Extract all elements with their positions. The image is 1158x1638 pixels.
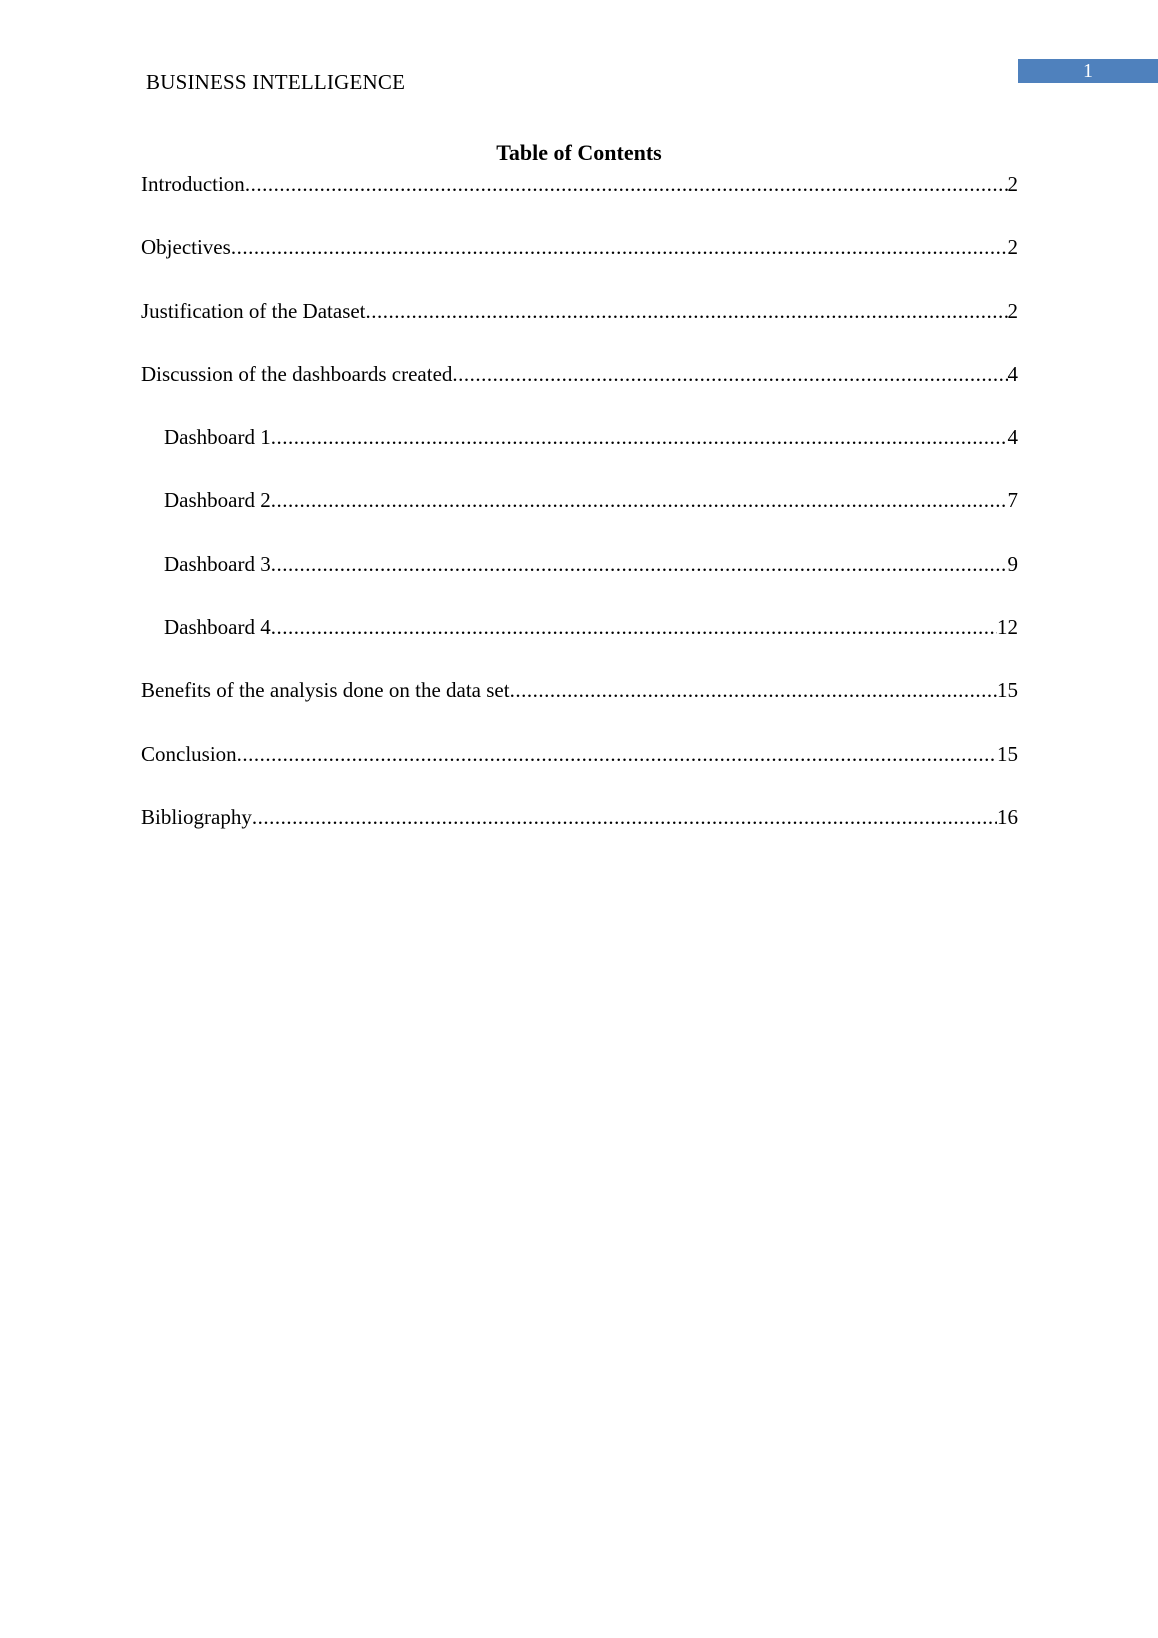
toc-entry-label: Objectives bbox=[141, 235, 231, 260]
running-header-title: BUSINESS INTELLIGENCE bbox=[146, 70, 406, 94]
toc-entry-page: 2 bbox=[1007, 298, 1018, 323]
toc-entry-page: 2 bbox=[1007, 172, 1018, 196]
toc-entry-objectives[interactable] bbox=[141, 231, 1018, 294]
toc-entry-page: 15 bbox=[997, 741, 1018, 766]
toc-dot-leader bbox=[452, 358, 1007, 390]
page-number-badge bbox=[1018, 59, 1158, 83]
toc-entry-dashboard-2[interactable] bbox=[141, 484, 1018, 547]
toc-entry-page: 2 bbox=[1007, 235, 1018, 260]
toc-entry-label: Dashboard 4 bbox=[164, 615, 271, 640]
toc-dot-leader bbox=[231, 231, 1008, 263]
toc-entry-label: Dashboard 2 bbox=[164, 488, 271, 513]
toc-entry-page: 9 bbox=[1007, 551, 1018, 576]
toc-entry-label: Dashboard 1 bbox=[164, 425, 271, 450]
toc-dot-leader bbox=[245, 168, 1008, 200]
toc-entry-label: Dashboard 3 bbox=[164, 551, 271, 576]
toc-dot-leader bbox=[271, 548, 1008, 580]
toc-entry-dashboard-4[interactable] bbox=[141, 611, 1018, 674]
page-number: 1 bbox=[1083, 60, 1093, 82]
toc-entry-discussion[interactable] bbox=[141, 358, 1018, 421]
table-of-contents bbox=[141, 168, 1018, 864]
toc-entry-dashboard-3[interactable] bbox=[141, 548, 1018, 611]
toc-entry-justification[interactable] bbox=[141, 295, 1018, 358]
toc-entry-bibliography[interactable] bbox=[141, 801, 1018, 864]
toc-entry-page: 15 bbox=[997, 678, 1018, 703]
toc-entry-label: Conclusion bbox=[141, 741, 237, 766]
toc-entry-label: Bibliography bbox=[141, 804, 252, 829]
toc-heading: Table of Contents bbox=[496, 140, 662, 165]
toc-dot-leader bbox=[271, 611, 997, 643]
toc-dot-leader bbox=[237, 738, 997, 770]
toc-dot-leader bbox=[366, 295, 1008, 327]
toc-entry-label: Justification of the Dataset bbox=[141, 298, 366, 323]
toc-entry-page: 4 bbox=[1007, 425, 1018, 450]
toc-dot-leader bbox=[271, 484, 1008, 516]
toc-entry-label: Discussion of the dashboards created bbox=[141, 361, 453, 386]
toc-entry-label: Introduction bbox=[141, 172, 245, 196]
toc-entry-dashboard-1[interactable] bbox=[141, 421, 1018, 484]
toc-entry-benefits[interactable] bbox=[141, 674, 1018, 737]
toc-entry-conclusion[interactable] bbox=[141, 738, 1018, 801]
toc-entry-page: 16 bbox=[997, 804, 1018, 829]
toc-dot-leader bbox=[271, 421, 1008, 453]
toc-entry-introduction[interactable] bbox=[141, 168, 1018, 231]
toc-entry-page: 4 bbox=[1007, 361, 1018, 386]
toc-entry-page: 12 bbox=[997, 615, 1018, 640]
toc-entry-page: 7 bbox=[1007, 488, 1018, 513]
toc-dot-leader bbox=[510, 674, 997, 706]
toc-dot-leader bbox=[252, 801, 997, 833]
toc-entry-label: Benefits of the analysis done on the data set bbox=[141, 678, 510, 703]
